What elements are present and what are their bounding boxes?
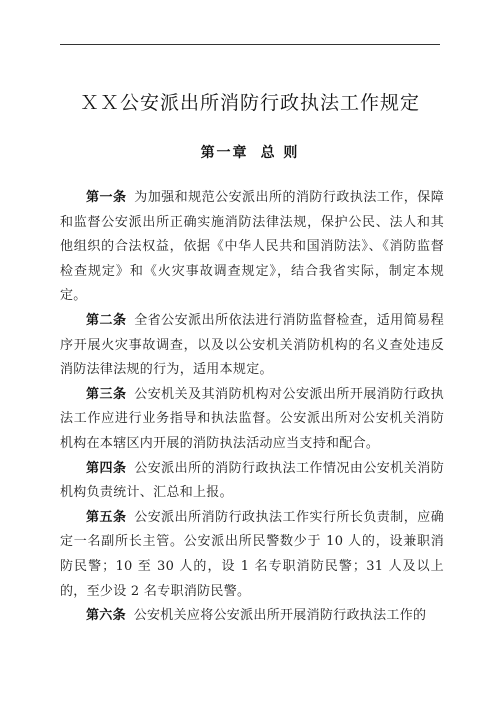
article-label: 第五条 [86, 509, 127, 525]
article-1 [60, 186, 444, 309]
article-text: 全省公安派出所依法进行消防监督检查，适用简易程序开展火灾事故调查，以及以公安机关消防机构的名义查处违反消防法律法规的行为，适用本规定。 [60, 312, 444, 378]
chapter-name: 总 则 [260, 145, 300, 161]
article-6 [60, 604, 444, 629]
article-4 [60, 457, 444, 506]
chapter-heading [0, 142, 500, 162]
article-text: 公安派出所消防行政执法工作实行所长负责制，应确定一名副所长主管。公安派出所民警数少于 10 人的，设兼职消防民警；10 至 30 人的，设 1 名专职消防民警；31 人及以上的，至少设 2 名专职消防民警。 [60, 509, 444, 599]
article-text: 公安派出所的消防行政执法工作情况由公安机关消防机构负责统计、汇总和上报。 [60, 460, 444, 501]
document-body [60, 186, 444, 629]
article-label: 第三条 [86, 386, 127, 402]
header-rule [60, 44, 440, 45]
article-text: 公安机关及其消防机构对公安派出所开展消防行政执法工作应进行业务指导和执法监督。公安派出所对公安机关消防机构在本辖区内开展的消防执法活动应当支持和配合。 [60, 386, 444, 451]
chapter-number: 第一章 [200, 145, 249, 161]
article-label: 第一条 [86, 190, 127, 205]
article-2 [60, 309, 444, 383]
article-label: 第六条 [86, 608, 126, 624]
article-label: 第四条 [86, 460, 127, 476]
article-label: 第二条 [86, 312, 127, 328]
article-3 [60, 383, 444, 457]
article-text: 为加强和规范公安派出所的消防行政执法工作，保障和监督公安派出所正确实施消防法律法规，保护公民、法人和其他组织的合法权益，依据《中华人民共和国消防法》、《消防监督检查规定》和《火灾事故调查规定》，结合我省实际，制定本规定。 [60, 190, 444, 304]
article-5 [60, 506, 444, 604]
article-text: 公安机关应将公安派出所开展消防行政执法工作的 [133, 608, 427, 624]
document-title: ＸＸ公安派出所消防行政执法工作规定 [79, 92, 420, 114]
